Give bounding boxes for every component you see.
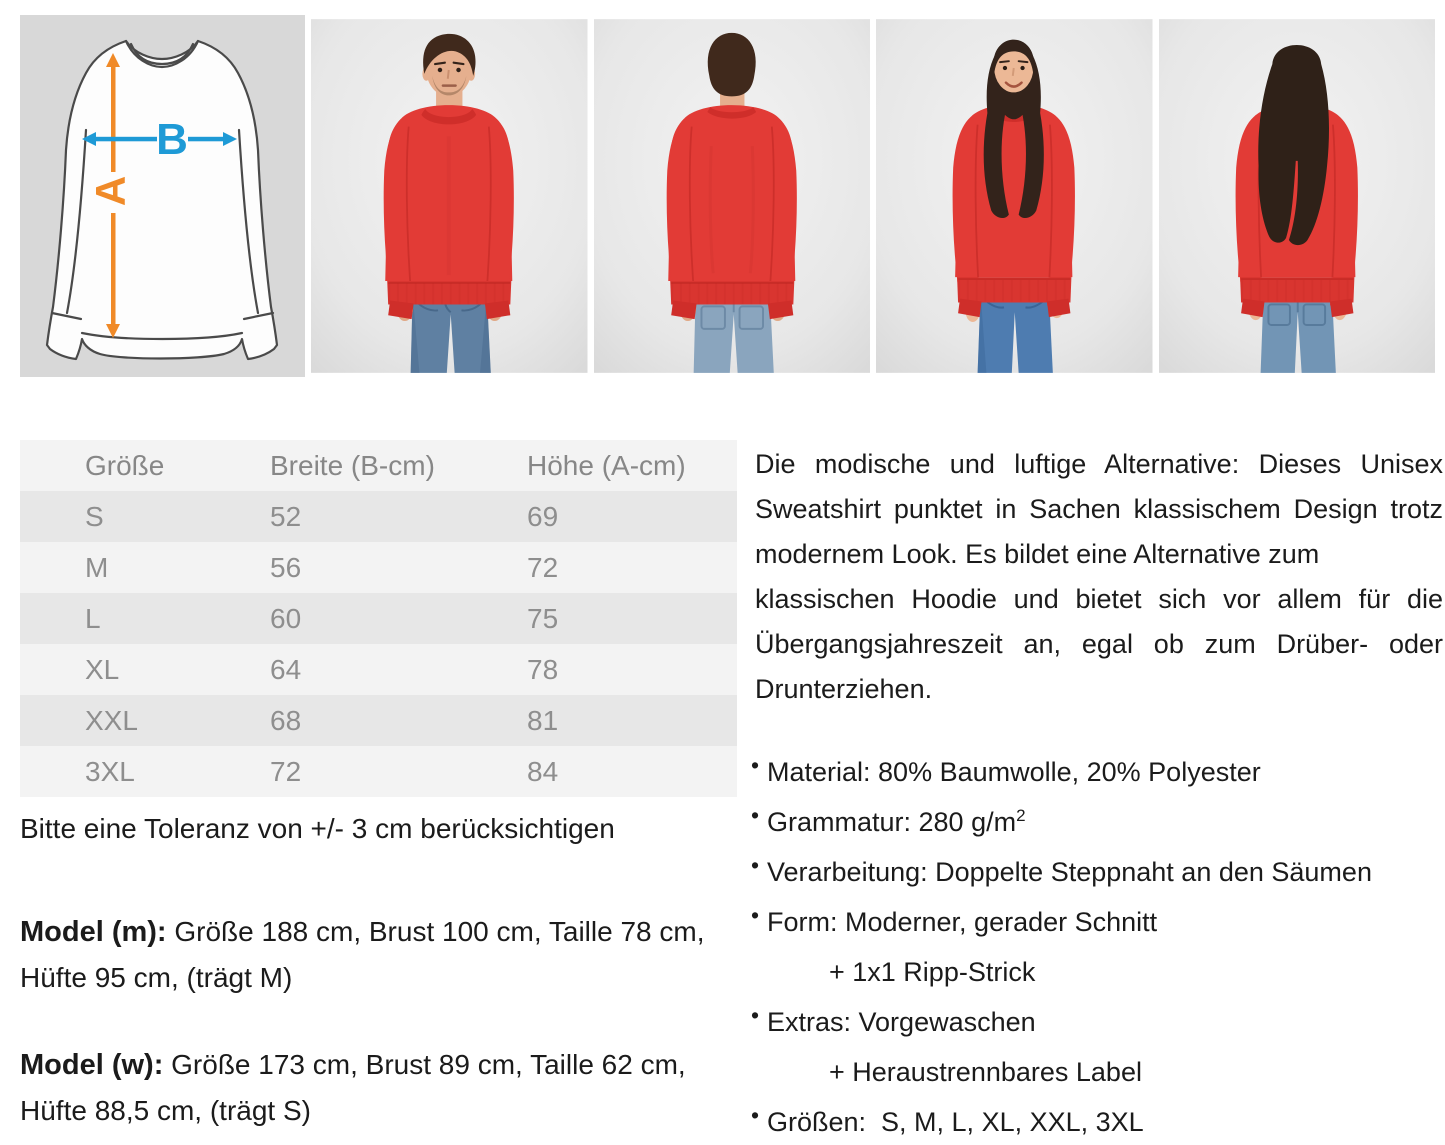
cell-size: XXL: [85, 704, 138, 736]
cell-size: XL: [85, 653, 120, 685]
model-w-line2: Hüfte 88,5 cm, (trägt S): [20, 1095, 311, 1126]
cell-size: M: [85, 551, 109, 583]
description-line: Übergangsjahreszeit an, egal ob zum Drüber- oder: [755, 629, 1443, 659]
man-back-photo: [594, 15, 871, 377]
cell-height: 81: [527, 704, 559, 736]
description-line: modernem Look. Es bildet eine Alternative zum: [755, 539, 1320, 569]
size-info-column: [20, 440, 737, 1133]
description-line: klassischen Hoodie und bietet sich vor allem für die: [755, 584, 1443, 614]
description-line: Sweatshirt punktet in Sachen klassischem Design trotz: [755, 494, 1443, 524]
photo-man-back: [594, 15, 871, 377]
cell-height: 75: [527, 602, 559, 634]
cell-height: 84: [527, 755, 559, 787]
photo-woman-front: [876, 15, 1153, 377]
feature-material: • Material: 80% Baumwolle, 20% Polyester: [755, 744, 1443, 794]
model-m-info: [20, 909, 737, 1000]
bullet-icon: •: [751, 802, 760, 828]
feature-extras: • Extras: Vorgewaschen: [755, 994, 1443, 1044]
model-m-line2: Hüfte 95 cm, (trägt M): [20, 962, 293, 993]
cell-size: L: [85, 602, 101, 634]
model-m-measurements: Größe 188 cm, Brust 100 cm, Taille 78 cm,: [166, 916, 705, 947]
product-gallery: [20, 15, 1435, 377]
feature-groessen: • Größen: S, M, L, XL, XXL, 3XL: [755, 1094, 1443, 1144]
woman-front-photo: [876, 15, 1153, 377]
sweatshirt-measurement-icon: [20, 15, 305, 377]
photo-woman-back: [1159, 15, 1436, 377]
feature-grammatur: • Grammatur: 280 $g/m^2$: [755, 794, 1443, 844]
cell-height: 78: [527, 653, 559, 685]
product-description: [755, 442, 1443, 712]
cell-width: 64: [270, 653, 302, 685]
model-m-line1: [20, 909, 737, 955]
column-header-groesse: Größe: [85, 449, 165, 481]
table-row: [20, 491, 737, 542]
table-row: [20, 542, 737, 593]
model-w-line1: [20, 1042, 737, 1088]
cell-size: 3XL: [85, 755, 135, 787]
bullet-icon: •: [751, 852, 760, 878]
description-line: Drunterziehen.: [755, 674, 933, 704]
size-diagram: [20, 15, 305, 377]
cell-width: 68: [270, 704, 302, 736]
model-w-info: [20, 1042, 737, 1133]
cell-width: 52: [270, 500, 302, 532]
photo-man-front: [311, 15, 588, 377]
model-m-label: Model (m):: [20, 916, 167, 948]
man-front-photo: [311, 15, 588, 377]
column-header-hoehe: Höhe (A-cm): [527, 449, 686, 481]
feature-form-continuation: + 1x1 Ripp-Strick: [829, 957, 1036, 987]
model-w-label: Model (w):: [20, 1049, 164, 1081]
size-table-grid: [20, 440, 737, 797]
cell-size: S: [85, 500, 104, 532]
feature-extras-continuation: + Heraustrennbares Label: [829, 1057, 1142, 1087]
cell-height: 69: [527, 500, 559, 532]
column-header-breite: Breite (B-cm): [270, 449, 435, 481]
table-row: [20, 593, 737, 644]
cell-width: 72: [270, 755, 302, 787]
cell-width: 60: [270, 602, 302, 634]
table-row: [20, 746, 737, 797]
tolerance-note: Bitte eine Toleranz von +/- 3 cm berücksichtigen: [20, 813, 615, 844]
description-column: [751, 442, 1443, 1144]
table-row: [20, 644, 737, 695]
feature-list: [751, 744, 1443, 1144]
cell-height: 72: [527, 551, 559, 583]
feature-verarbeitung: • Verarbeitung: Doppelte Steppnaht an den Säumen: [755, 844, 1443, 894]
table-row: [20, 695, 737, 746]
feature-form: • Form: Moderner, gerader Schnitt: [755, 894, 1443, 944]
bullet-icon: •: [751, 902, 760, 928]
bullet-icon: •: [751, 1002, 760, 1028]
diagram-label-a: A: [87, 175, 134, 207]
model-w-measurements: Größe 173 cm, Brust 89 cm, Taille 62 cm,: [163, 1049, 686, 1080]
bullet-icon: •: [751, 1102, 760, 1128]
description-line: Die modische und luftige Alternative: Dieses Unisex: [755, 449, 1443, 479]
diagram-label-b: B: [156, 115, 188, 164]
size-table-header-row: [20, 440, 737, 491]
bullet-icon: •: [751, 752, 760, 778]
woman-back-photo: [1159, 15, 1436, 377]
cell-width: 56: [270, 551, 302, 583]
